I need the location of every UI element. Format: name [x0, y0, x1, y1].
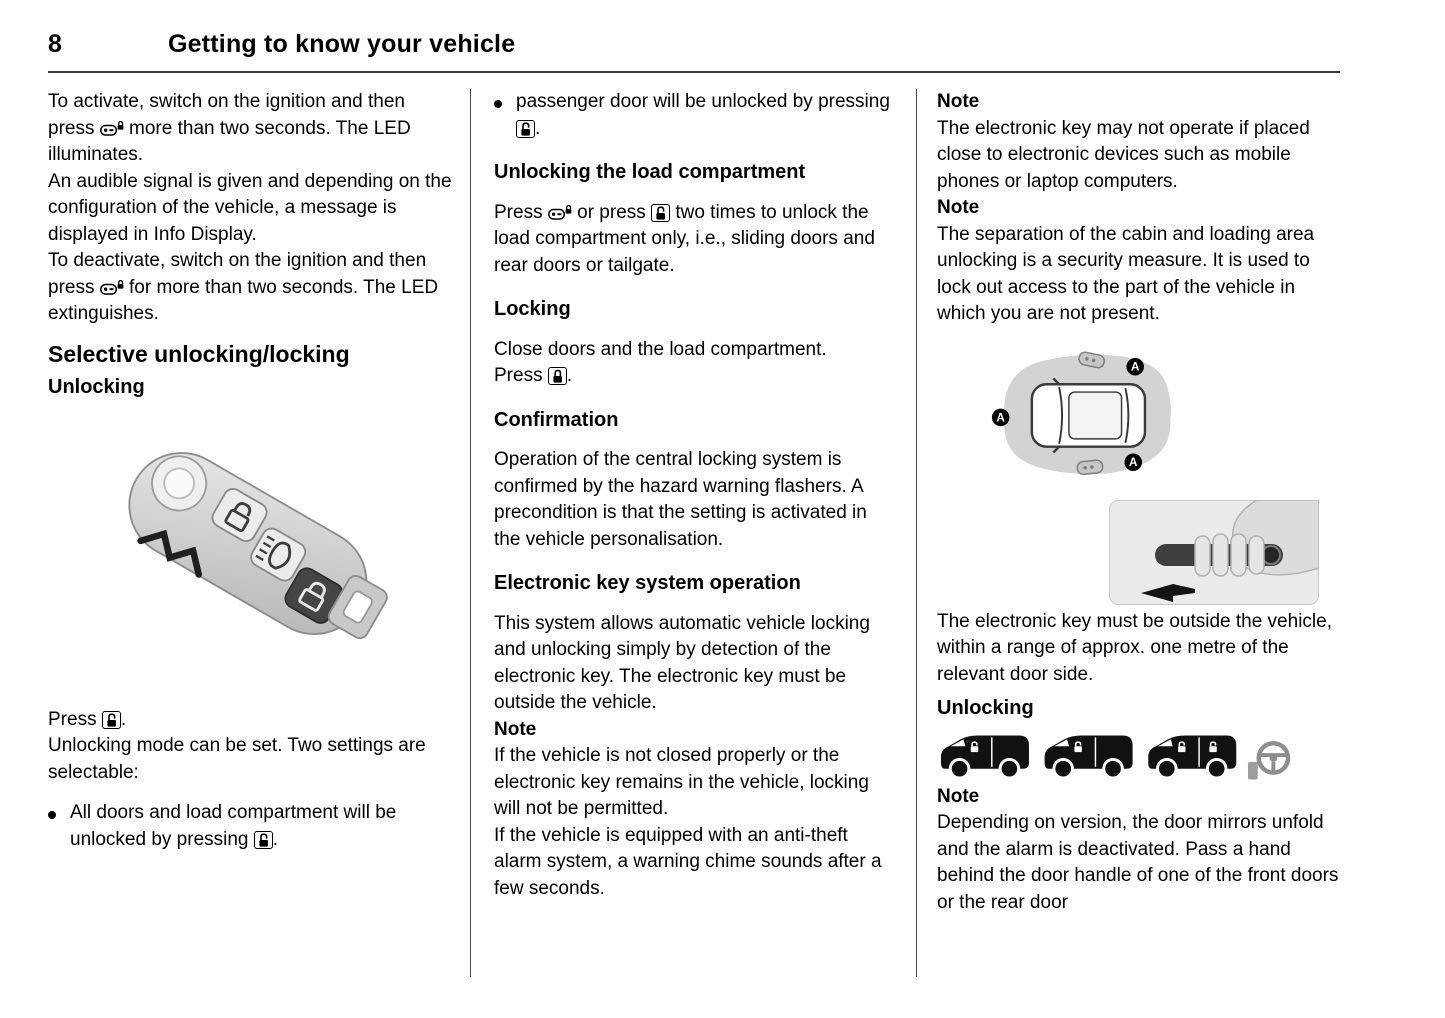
remote-key-icon — [100, 120, 124, 136]
page-number: 8 — [48, 30, 62, 58]
door-handle-illustration — [1109, 500, 1339, 605]
column-divider — [916, 89, 917, 977]
list-item-all-doors — [48, 800, 455, 853]
vans-unlocking-illustration — [939, 730, 1339, 782]
svg-text:A: A — [996, 410, 1005, 424]
note-label: Note — [937, 91, 980, 112]
column-1 — [48, 89, 455, 853]
van-silhouette-3 — [1148, 735, 1236, 779]
column-2 — [494, 89, 895, 902]
subheading-unlocking: Unlocking — [48, 376, 145, 398]
list-item-passenger-door — [494, 89, 895, 142]
paragraph-audible-signal: An audible signal is given and depending on the configuration of the vehicle, a message is displayed in Info Display. — [48, 170, 452, 245]
paragraph-unlock-mode: Unlocking mode can be set. Two settings are selectable: — [48, 735, 426, 783]
subheading-unlocking: Unlocking — [937, 697, 1034, 719]
note-label: Note — [937, 197, 980, 218]
paragraph-load-compartment: Press or press two times to unlock the load compartment only, i.e., sliding doors and rear doors or tailgate. — [494, 201, 875, 276]
column-3 — [937, 89, 1339, 916]
vehicle-top-view — [1032, 378, 1145, 452]
electronic-key-bottom — [1077, 459, 1104, 474]
detection-zone-illustration — [987, 341, 1339, 488]
remote-key-icon — [100, 279, 124, 295]
unlock-button-icon — [516, 120, 535, 138]
paragraph-activate: To activate, switch on the ignition and then press more than two seconds. The LED illuminates. — [48, 91, 411, 165]
heading-locking: Locking — [494, 298, 571, 320]
paragraph-press-lock: Press . — [494, 365, 573, 386]
three-column-layout — [48, 89, 1445, 977]
list-item-text: passenger door will be unlocked by pressing . — [516, 91, 890, 139]
unlock-button-icon — [102, 711, 121, 729]
note-label: Note — [494, 718, 537, 740]
paragraph-confirmation: Operation of the central locking system is confirmed by the hazard warning flashers. A precondition is that the setting is activated in the vehicle personalisation. — [494, 449, 867, 550]
paragraph-note-alarm: If the vehicle is equipped with an anti-theft alarm system, a warning chime sounds after a few seconds. — [494, 824, 882, 899]
svg-text:A: A — [1129, 455, 1138, 469]
zone-marker-top-right — [1126, 357, 1144, 375]
paragraph-close-doors: Close doors and the load compartment. — [494, 338, 827, 360]
heading-unlocking-load-compartment: Unlocking the load compartment — [494, 161, 806, 183]
heading-confirmation: Confirmation — [494, 408, 619, 431]
van-silhouette-2 — [1045, 735, 1133, 779]
heading-electronic-key-system: Electronic key system operation — [494, 572, 801, 594]
note-label: Note — [937, 785, 980, 807]
unlock-button-icon — [254, 831, 273, 849]
page-title: Getting to know your vehicle — [168, 30, 516, 58]
page-header — [48, 30, 1340, 73]
lock-button-icon — [548, 367, 567, 385]
svg-text:A: A — [1130, 360, 1140, 374]
bullet-dot — [494, 89, 516, 142]
van-silhouette-1 — [941, 735, 1029, 779]
paragraph-electronic-key: This system allows automatic vehicle locking and unlocking simply by detection of the electronic key. The electronic key must be outside the vehicle. — [494, 612, 870, 713]
column-divider — [470, 89, 471, 977]
paragraph-key-range: The electronic key must be outside the vehicle, within a range of approx. one metre of the relevant door side. — [937, 610, 1332, 685]
paragraph-note-separation: The separation of the cabin and loading area unlocking is a security measure. It is used to lock out access to the part of the vehicle in which you are not present. — [937, 223, 1315, 324]
paragraph-deactivate: To deactivate, switch on the ignition and then press for more than two seconds. The LED extinguishes. — [48, 250, 439, 324]
paragraph-note-mirrors: Depending on version, the door mirrors unfold and the alarm is deactivated. Pass a hand behind the door handle of one of the front doors or the rear door — [937, 812, 1339, 913]
zone-marker-left — [992, 408, 1010, 426]
paragraph-note-not-closed: If the vehicle is not closed properly or the electronic key remains in the vehicle, locking will not be permitted. — [494, 745, 869, 819]
zone-marker-bottom-right — [1124, 453, 1142, 471]
heading-selective-unlocking-locking: Selective unlocking/locking — [48, 340, 350, 367]
bullet-dot — [48, 800, 70, 853]
paragraph-press-unlock: Press . — [48, 708, 127, 730]
paragraph-note-electronic-devices: The electronic key may not operate if placed close to electronic devices such as mobile phones or laptop computers. — [937, 117, 1310, 192]
unlock-button-icon — [651, 204, 670, 222]
key-fob-illustration — [114, 415, 455, 677]
steering-wheel-key-icon — [1248, 743, 1288, 779]
list-item-text: All doors and load compartment will be unlocked by pressing . — [70, 802, 397, 850]
remote-key-icon — [548, 204, 572, 220]
